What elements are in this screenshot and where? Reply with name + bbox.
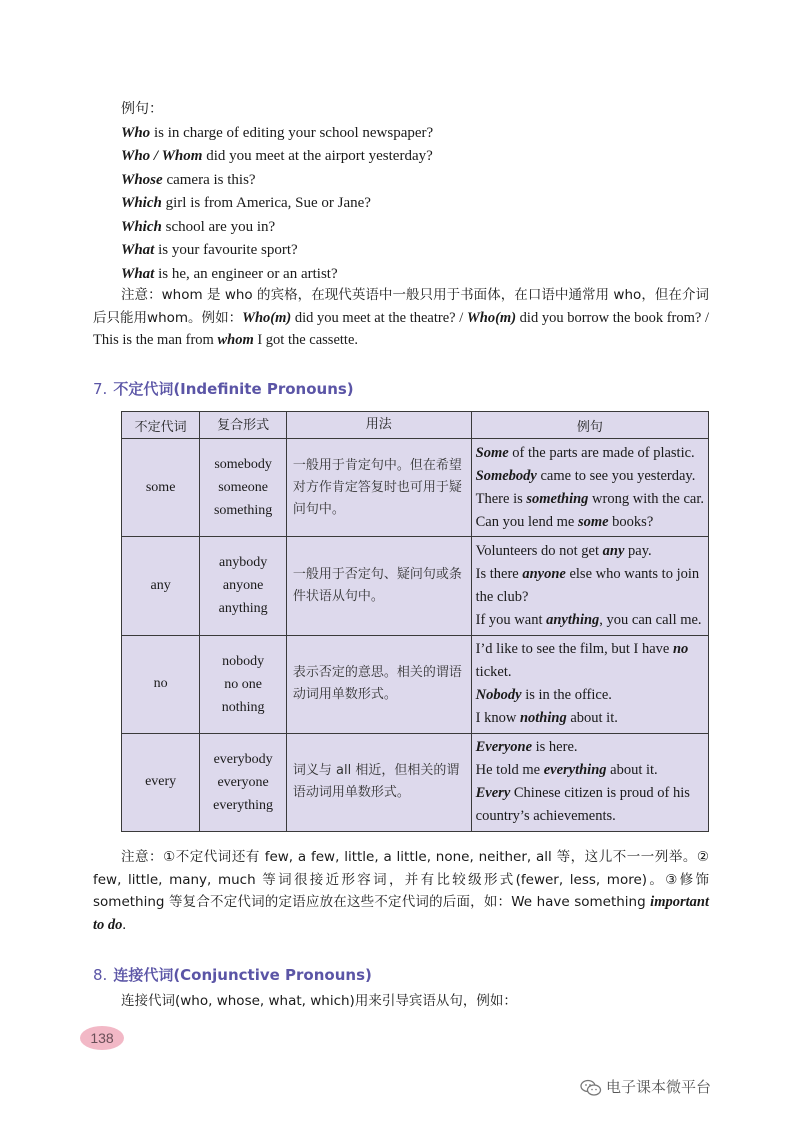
watermark-text: 电子课本微平台 [606,1078,712,1096]
section-7-heading: 7. 不定代词(Indefinite Pronouns) [93,380,354,398]
usage-cell: 词义与 all 相近，但相关的谓语动词用单数形式。 [286,733,471,831]
header-usage: 用法 [286,412,471,439]
example-cell: Volunteers do not get any pay. Is there anyone else who wants to join the club? If you want anything, you can call me. [471,537,708,635]
compound-cell: everybody everyone everything [200,733,287,831]
indefinite-pronoun-table [121,411,709,832]
example-line: Who is in charge of editing your school newspaper? [121,124,434,141]
compound-cell: anybody anyone anything [200,537,287,635]
wechat-icon [580,1079,602,1097]
usage-cell: 一般用于否定句、疑问句或条件状语从句中。 [286,537,471,635]
header-example: 例句 [471,412,708,439]
usage-cell: 表示否定的意思。相关的谓语动词用单数形式。 [286,635,471,733]
pronoun-cell: some [122,439,200,537]
table-row [122,635,709,733]
example-line: Who / Whom did you meet at the airport yesterday? [121,148,433,164]
compound-cell: nobody no one nothing [200,635,287,733]
example-line: What is he, an engineer or an artist? [121,265,338,282]
pronoun-cell: any [122,537,200,635]
compound-cell: somebody someone something [200,439,287,537]
example-line: Whose camera is this? [121,171,256,188]
pronoun-cell: no [122,635,200,733]
watermark [580,1076,711,1097]
whom-note: 注意：whom 是 who 的宾格，在现代英语中一般只用于书面体，在口语中通常用 who，但在介词后只能用whom。例如：Who(m) did you meet at the theatre? / Who(m) did you borrow the book from? / This is the man from whom I got the cassette. [93,287,709,348]
example-sentences [93,98,713,286]
section-8-text: 连接代词(who, whose, what, which)用来引导宾语从句，例如： [121,993,517,1009]
section-8-heading: 8. 连接代词(Conjunctive Pronouns) [93,966,372,984]
indefinite-note: 注意：①不定代词还有 few, a few, little, a little, none, neither, all 等，这儿不一一列举。② few, little, many, much 等词很接近形容词，并有比较级形式(fewer, less, more)。③修饰 something 等复合不定代词的定语应放在这些不定代词的后面，如：We have something important to do. [93,849,709,933]
example-cell: I’d like to see the film, but I have no ticket. Nobody is in the office. I know nothing about it. [471,635,708,733]
example-line: Which school are you in? [121,218,276,235]
header-pronoun: 不定代词 [122,412,200,439]
table-row [122,733,709,831]
header-compound: 复合形式 [200,412,287,439]
table-header-row [122,412,709,439]
example-line: Which girl is from America, Sue or Jane? [121,195,371,211]
usage-cell: 一般用于肯定句中。但在希望对方作肯定答复时也可用于疑问句中。 [286,439,471,537]
pronoun-cell: every [122,733,200,831]
example-line: What is your favourite sport? [121,242,298,258]
example-cell: Everyone is here. He told me everything about it. Every Chinese citizen is proud of his country’s achievements. [471,733,708,831]
examples-heading: 例句： [121,101,163,117]
example-cell: Some of the parts are made of plastic. Somebody came to see you yesterday. There is something wrong with the car. Can you lend me some books? [471,439,708,537]
table-row [122,537,709,635]
page-number: 138 [80,1026,124,1050]
table-row [122,439,709,537]
